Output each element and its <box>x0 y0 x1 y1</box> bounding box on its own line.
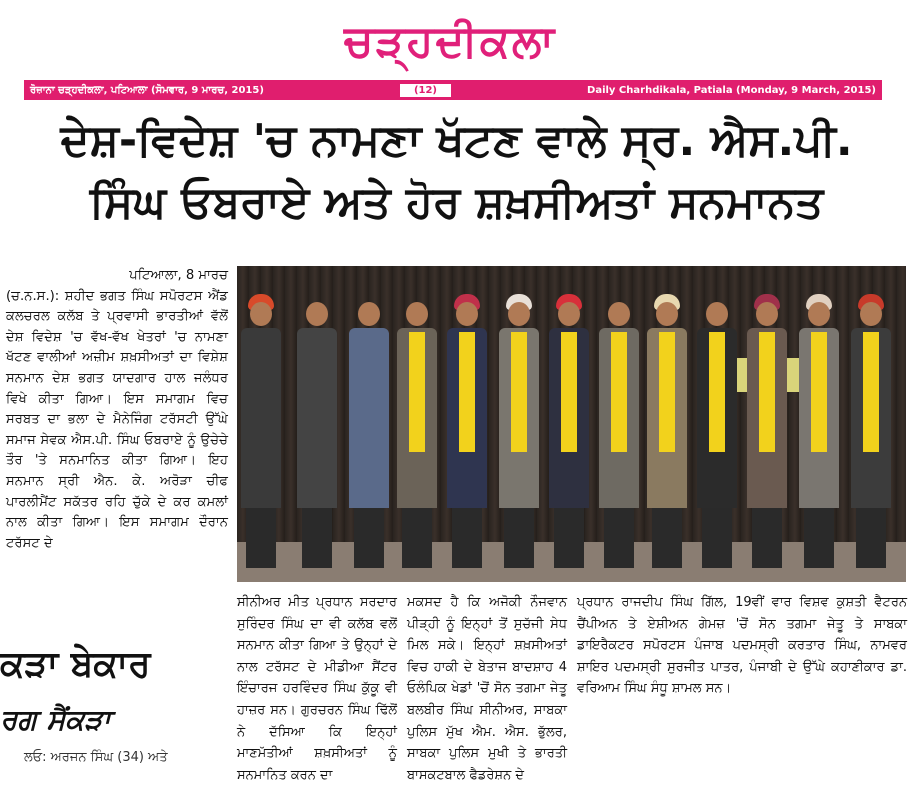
scarf-shape <box>511 332 527 452</box>
photo-person <box>697 302 737 568</box>
article-bottom-columns <box>237 592 909 783</box>
article-left-column <box>6 266 228 626</box>
suit-shape <box>241 328 281 508</box>
scarf-shape <box>459 332 475 452</box>
legs-shape <box>702 508 732 568</box>
article-column-1: ਸੀਨੀਅਰ ਮੀਤ ਪ੍ਰਧਾਨ ਸਰਦਾਰ ਸੁਰਿੰਦਰ ਸਿੰਘ ਦਾ ਵੀ ਕਲੱਬ ਵਲੋਂ ਸਨਮਾਨ ਕੀਤਾ ਗਿਆ ਤੇ ਉਨ੍ਹਾਂ ਦੇ ਨਾਲ ਟਰੱਸਟ ਦੇ ਮੀਡੀਆ ਸੈਂਟਰ ਇੰਚਾਰਜ ਹਰਵਿੰਦਰ ਸਿੰਘ ਕੁੱਕੂ ਵੀ ਹਾਜ਼ਰ ਸਨ। ਗੁਰਚਰਨ ਸਿੰਘ ਢਿੱਲੋਂ ਨੇ ਦੱਸਿਆ ਕਿ ਇਨ੍ਹਾਂ ਮਾਣਮੱਤੀਆਂ ਸ਼ਖ਼ਸੀਅਤਾਂ ਨੂੰ ਸਨਮਾਨਿਤ ਕਰਨ ਦਾ <box>237 595 397 783</box>
suit-shape <box>297 328 337 508</box>
suit-shape <box>647 328 687 508</box>
newspaper-logo: ਚੜ੍ਹਦੀਕਲਾ <box>343 15 557 67</box>
photo-person <box>447 294 487 568</box>
head-shape <box>608 302 630 326</box>
photo-person <box>747 294 787 568</box>
date-strip <box>24 80 882 100</box>
photo-person <box>499 294 539 568</box>
headline-line-1: ਦੇਸ਼-ਵਿਦੇਸ਼ 'ਚ ਨਾਮਣਾ ਖੱਟਣ ਵਾਲੇ ਸ੍ਰ. ਐਸ.ਪੀ. <box>60 115 853 166</box>
suit-shape <box>447 328 487 508</box>
scarf-shape <box>811 332 827 452</box>
legs-shape <box>804 508 834 568</box>
headline-line-2: ਸਿੰਘ ਓਬਰਾਏ ਅਤੇ ਹੋਰ ਸ਼ਖ਼ਸੀਅਤਾਂ ਸਨਮਾਨਤ <box>89 177 824 228</box>
legs-shape <box>652 508 682 568</box>
scarf-shape <box>863 332 879 452</box>
adjacent-subheadline: ਰਗ ਸੈਂਕੜਾ <box>0 703 111 736</box>
head-shape <box>406 302 428 326</box>
legs-shape <box>856 508 886 568</box>
scarf-shape <box>659 332 675 452</box>
suit-shape <box>499 328 539 508</box>
article-column-2: ਮਕਸਦ ਹੈ ਕਿ ਅਜੋਕੀ ਨੌਜਵਾਨ ਪੀੜ੍ਹੀ ਨੂੰ ਇਨ੍ਹਾਂ ਤੋਂ ਸੁਚੱਜੀ ਸੇਧ ਮਿਲ ਸਕੇ। ਇਨ੍ਹਾਂ ਸ਼ਖ਼ਸੀਅਤਾਂ ਵਿਚ ਹਾਕੀ ਦੇ ਬੇਤਾਜ ਬਾਦਸ਼ਾਹ 4 ਓਲੰਪਿਕ ਖੇਡਾਂ 'ਚੋਂ ਸੋਨ ਤਗਮਾ ਜੇਤੂ ਬਲਬੀਰ ਸਿੰਘ ਸੀਨੀਅਰ, ਸਾਬਕਾ ਪੁਲਿਸ ਮੁੱਖ ਐਮ. ਐਸ. ਭੁੱਲਰ, ਸਾਬਕਾ ਪੁਲਿਸ ਮੁਖੀ ਤੇ ਭਾਰਤੀ ਬਾਸਕਟਬਾਲ ਫੈਡਰੇਸ਼ਨ ਦੇ <box>407 595 567 783</box>
legs-shape <box>504 508 534 568</box>
suit-shape <box>697 328 737 508</box>
head-shape <box>508 302 530 326</box>
legs-shape <box>752 508 782 568</box>
photo-person <box>397 302 437 568</box>
suit-shape <box>349 328 389 508</box>
legs-shape <box>246 508 276 568</box>
article-left-text: (ਚ.ਨ.ਸ.): ਸ਼ਹੀਦ ਭਗਤ ਸਿੰਘ ਸਪੋਰਟਸ ਐਂਡ ਕਲਚਰਲ ਕਲੱਬ ਤੇ ਪ੍ਰਵਾਸੀ ਭਾਰਤੀਆਂ ਵੱਲੋਂ ਦੇਸ਼ ਵਿਦੇਸ਼ 'ਚ ਵੱਖ-ਵੱਖ ਖੇਤਰਾਂ 'ਚ ਨਾਮਣਾ ਖੱਟਣ ਵਾਲੀਆਂ ਅਜ਼ੀਮ ਸ਼ਖ਼ਸੀਅਤਾਂ ਦਾ ਵਿਸ਼ੇਸ਼ ਸਨਮਾਨ ਦੇਸ਼ ਭਗਤ ਯਾਦਗਾਰ ਹਾਲ ਜਲੰਧਰ ਵਿਖੇ ਕੀਤਾ ਗਿਆ। ਇਸ ਸਮਾਗਮ ਵਿਚ ਸਰਬਤ ਦਾ ਭਲਾ ਦੇ ਮੈਨੇਜਿੰਗ ਟਰੱਸਟੀ ਉੱਘੇ ਸਮਾਜ ਸੇਵਕ ਐਸ.ਪੀ. ਸਿੰਘ ਓਬਰਾਏ ਨੂੰ ਉਚੇਚੇ ਤੌਰ 'ਤੇ ਸਨਮਾਨਿਤ ਕੀਤਾ ਗਿਆ। ਇਹ ਸਨਮਾਨ ਸ੍ਰੀ ਐਨ. ਕੇ. ਅਰੋੜਾ ਚੀਫ ਪਾਰਲੀਮੈਂਟ ਸਕੱਤਰ ਰਹਿ ਚੁੱਕੇ ਦੇ ਕਰ ਕਮਲਾਂ ਨਾਲ ਕੀਤਾ ਗਿਆ। ਇਸ ਸਮਾਗਮ ਦੌਰਾਨ ਟਰੱਸਟ ਦੇ <box>6 288 228 551</box>
photo-person <box>647 294 687 568</box>
photo-person <box>241 294 281 568</box>
legs-shape <box>604 508 634 568</box>
photo-person <box>599 302 639 568</box>
photo-person <box>799 294 839 568</box>
photo-person <box>549 294 589 568</box>
photo-person <box>297 302 337 568</box>
suit-shape <box>397 328 437 508</box>
legs-shape <box>302 508 332 568</box>
photo-person <box>349 302 389 568</box>
group-photo <box>237 266 906 582</box>
head-shape <box>706 302 728 326</box>
scarf-shape <box>759 332 775 452</box>
dateline: ਪਟਿਆਲਾ, 8 ਮਾਰਚ <box>129 268 228 283</box>
scarf-shape <box>611 332 627 452</box>
legs-shape <box>354 508 384 568</box>
strip-date-punjabi: ਰੋਜ਼ਾਨਾ ਚੜ੍ਹਦੀਕਲਾ, ਪਟਿਆਲਾ (ਸੋਮਵਾਰ, 9 ਮਾਰਚ, 2015) <box>30 84 264 96</box>
masthead <box>285 8 615 74</box>
suit-shape <box>747 328 787 508</box>
head-shape <box>860 302 882 326</box>
head-shape <box>306 302 328 326</box>
suit-shape <box>851 328 891 508</box>
scarf-shape <box>709 332 725 452</box>
article-column-3: ਪ੍ਰਧਾਨ ਰਾਜਦੀਪ ਸਿੰਘ ਗਿੱਲ, 19ਵੀਂ ਵਾਰ ਵਿਸ਼ਵ ਕੁਸ਼ਤੀ ਵੈਟਰਨ ਚੈਂਪੀਅਨ ਤੇ ਏਸ਼ੀਅਨ ਗੇਮਜ਼ 'ਚੋਂ ਸੋਨ ਤਗਮਾ ਜੇਤੂ ਤੇ ਸਾਬਕਾ ਡਾਇਰੈਕਟਰ ਸਪੋਰਟਸ ਪੰਜਾਬ ਪਦਮਸ੍ਰੀ ਕਰਤਾਰ ਸਿੰਘ, ਨਾਮਵਰ ਸ਼ਾਇਰ ਪਦਮਸ੍ਰੀ ਸੁਰਜੀਤ ਪਾਤਰ, ਪੰਜਾਬੀ ਦੇ ਉੱਘੇ ਕਹਾਣੀਕਾਰ ਡਾ. ਵਰਿਆਮ ਸਿੰਘ ਸੰਧੂ ਸ਼ਾਮਲ ਸਨ। <box>577 595 907 697</box>
legs-shape <box>402 508 432 568</box>
legs-shape <box>452 508 482 568</box>
head-shape <box>756 302 778 326</box>
suit-shape <box>599 328 639 508</box>
adjacent-headline: ਕੜਾ ਬੇਕਾਰ <box>0 644 151 685</box>
head-shape <box>456 302 478 326</box>
photo-person <box>851 294 891 568</box>
adjacent-text: ਲਓ: ਅਰਜਨ ਸਿੰਘ (34) ਅਤੇ <box>24 750 168 765</box>
head-shape <box>558 302 580 326</box>
suit-shape <box>549 328 589 508</box>
head-shape <box>250 302 272 326</box>
head-shape <box>808 302 830 326</box>
head-shape <box>358 302 380 326</box>
head-shape <box>656 302 678 326</box>
strip-date-english: Daily Charhdikala, Patiala (Monday, 9 March, 2015) <box>587 84 876 96</box>
page-number: (12) <box>400 84 451 97</box>
scarf-shape <box>561 332 577 452</box>
headline <box>0 110 913 234</box>
legs-shape <box>554 508 584 568</box>
suit-shape <box>799 328 839 508</box>
scarf-shape <box>409 332 425 452</box>
